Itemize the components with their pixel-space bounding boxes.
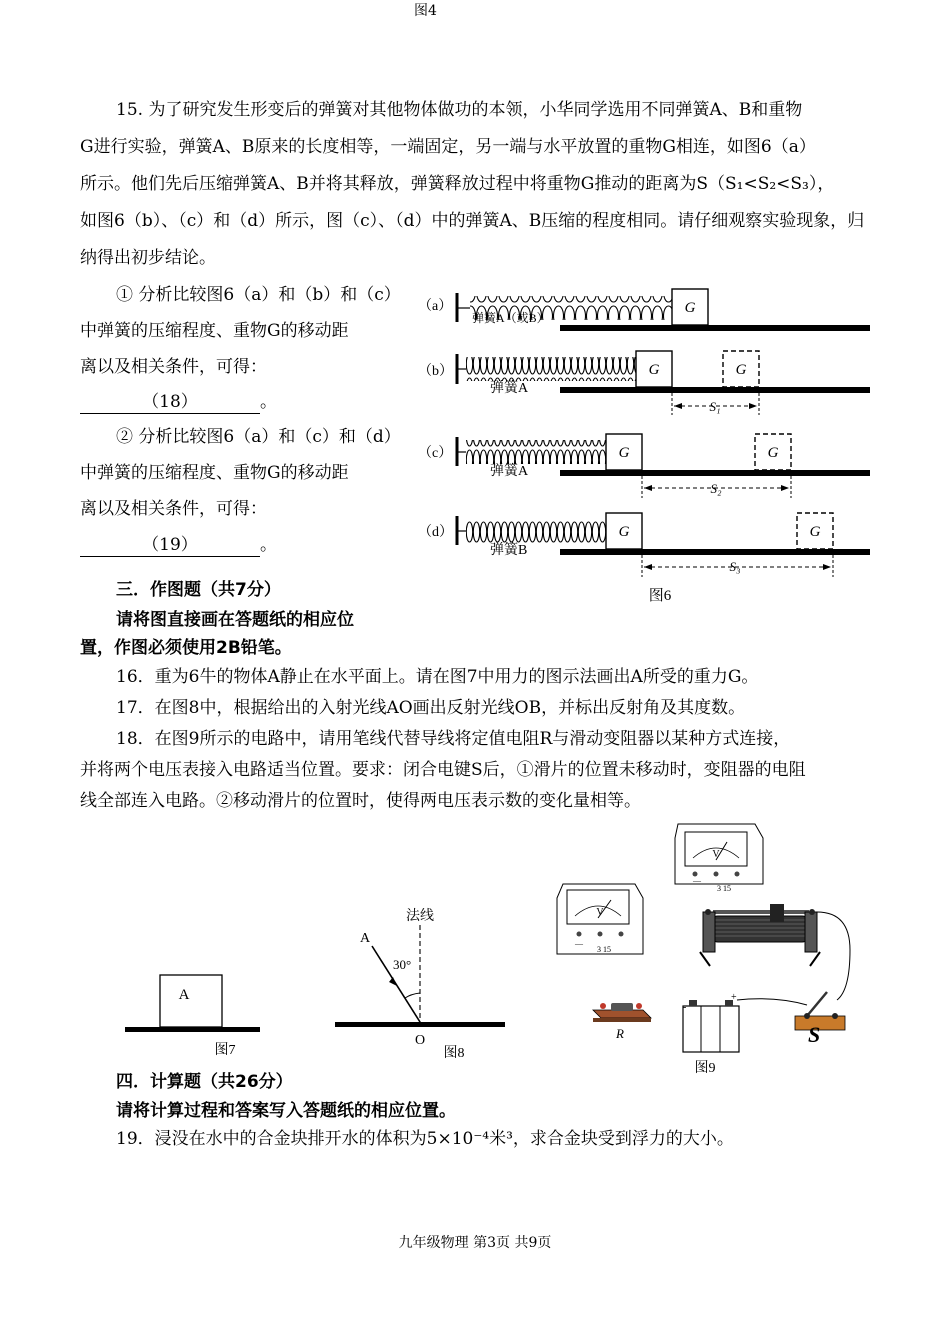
fig8-mirror <box>335 1022 505 1027</box>
q15-line-1: 15. 为了研究发生形变后的弹簧对其他物体做功的本领，小华同学选用不同弹簧A、B和重物 <box>116 100 803 120</box>
switch-s[interactable] <box>795 992 845 1047</box>
fig8-angle-arc <box>405 993 420 998</box>
fig6-tag-b: （b） <box>418 364 453 379</box>
q15-part2-line-1: ② 分析比较图6（a）和（c）和（d） <box>116 427 401 447</box>
voltmeter-1-scale: 3 15 <box>597 945 611 954</box>
section4-title: 四．计算题（共26分） <box>116 1072 293 1092</box>
q15-part1-line-3: 离以及相关条件，可得： <box>80 357 267 377</box>
blank-period: 。 <box>260 392 277 412</box>
q15-part1-line-2: 中弹簧的压缩程度、重物G的移动距 <box>80 321 349 341</box>
voltmeter-2-letter: V <box>712 849 720 860</box>
fig6-spring-c <box>466 440 606 464</box>
fig6-spring-d-label: 弹簧B <box>490 543 528 558</box>
q18-line-1: 18．在图9所示的电路中，请用笔线代替导线将定值电阻R与滑动变阻器以某种方式连接， <box>116 729 791 749</box>
fig6-spring-b <box>466 357 636 381</box>
resistor-label: R <box>616 1026 624 1041</box>
fig6-row-b <box>418 351 870 415</box>
sliding-rheostat <box>700 904 820 966</box>
fig6-block-a-label: G <box>684 300 696 316</box>
fig6-block-c-moved-label: G <box>767 445 779 461</box>
fig7-block-a <box>160 975 222 1027</box>
voltmeter-1-letter: V <box>596 907 604 918</box>
fig8-point-a: A <box>360 931 371 946</box>
q15-line-2: G进行实验，弹簧A、B原来的长度相等，一端固定，另一端与水平放置的重物G相连，如图6（a） <box>80 137 816 157</box>
fig6-block-b-label: G <box>648 362 660 378</box>
rheostat-rail <box>713 910 809 914</box>
section3-instruction-1: 请将图直接画在答题纸的相应位 <box>116 610 354 630</box>
section4-instruction: 请将计算过程和答案写入答题纸的相应位置。 <box>116 1101 456 1121</box>
page-footer: 九年级物理 第3页 共9页 <box>398 1235 552 1251</box>
q15-part1-line-1: ① 分析比较图6（a）和（b）和（c） <box>116 285 401 305</box>
battery-pack <box>683 992 739 1052</box>
fig6-distance-s3: S₃ <box>729 559 741 574</box>
fig6-tag-d: （d） <box>418 525 453 540</box>
fig7-ground <box>125 1027 260 1032</box>
fig6-caption: 图6 <box>648 588 672 604</box>
fig8-caption: 图8 <box>443 1046 465 1061</box>
fig6-block-d-label: G <box>618 524 630 540</box>
figure-6-springs <box>410 280 880 610</box>
fig6-distance-s1: S₁ <box>709 399 721 414</box>
wire-battery-switch <box>737 999 807 1005</box>
fig9-caption: 图9 <box>694 1061 716 1076</box>
figure-9-circuit <box>545 820 880 1080</box>
fig6-ground-c <box>560 470 870 476</box>
voltmeter-2-scale: 3 15 <box>717 884 731 893</box>
blank-period: 。 <box>260 535 277 555</box>
rheostat-slider[interactable] <box>770 904 784 922</box>
q18-line-2: 并将两个电压表接入电路适当位置。要求：闭合电键S后，①滑片的位置未移动时，变阻器的电阻 <box>80 760 806 780</box>
voltmeter-1 <box>557 884 643 954</box>
battery-minus: - <box>683 1002 687 1013</box>
q16-text: 16．重为6牛的物体A静止在水平面上。请在图7中用力的图示法画出A所受的重力G。 <box>116 667 759 687</box>
q15-line-4: 如图6（b）、（c）和（d）所示，图（c）、（d）中的弹簧A、B压缩的程度相同。请仔细观察实验现象，归 <box>80 211 865 231</box>
fig6-spring-a-label: 弹簧A（或B） <box>472 311 549 325</box>
figure-4-caption: 图4 <box>414 3 437 19</box>
fig8-angle-label: 30° <box>393 957 412 972</box>
fig6-spring-b-label: 弹簧A <box>490 381 529 396</box>
q15-part2-line-3: 离以及相关条件，可得： <box>80 499 267 519</box>
fig6-tag-c: （c） <box>418 446 453 461</box>
q15-answer-18 <box>80 391 277 414</box>
section3-title: 三．作图题（共7分） <box>116 580 281 600</box>
fig6-ground-d <box>560 549 870 555</box>
section3-instruction-2: 置，作图必须使用2B铅笔。 <box>80 638 292 658</box>
battery-plus: + <box>731 992 737 1003</box>
fig8-point-o: O <box>414 1033 426 1048</box>
q19-text: 19．浸没在水中的合金块排开水的体积为5×10⁻⁴米³，求合金块受到浮力的大小。 <box>116 1129 734 1149</box>
fig6-ground-a <box>560 325 870 331</box>
fig6-distance-s2: S₂ <box>710 481 722 496</box>
figure-7-block <box>120 965 265 1065</box>
voltmeter-2-minus: — <box>693 876 701 885</box>
q15-line-3: 所示。他们先后压缩弹簧A、B并将其释放，弹簧释放过程中将重物G推动的距离为S（S₁<S₂<S₃）， <box>80 174 835 194</box>
voltmeter-1-minus: — <box>575 939 583 948</box>
fig6-row-a <box>418 289 870 331</box>
fig7-caption: 图7 <box>214 1043 236 1058</box>
q18-line-3: 线全部连入电路。②移动滑片的位置时，使得两电压表示数的变化量相等。 <box>80 791 641 811</box>
fig7-block-label: A <box>178 987 190 1003</box>
q15-answer-19 <box>80 534 277 557</box>
fig6-block-b-moved-label: G <box>735 362 747 378</box>
fig6-spring-d <box>466 519 606 543</box>
fig6-tag-a: （a） <box>418 299 453 314</box>
fig6-block-d-moved-label: G <box>809 524 821 540</box>
fig8-ray-arrow <box>389 977 397 986</box>
answer-blank-18: （18） <box>80 391 260 414</box>
resistor-r <box>593 1003 651 1041</box>
q17-text: 17．在图8中，根据给出的入射光线AO画出反射光线OB，并标出反射角及其度数。 <box>116 698 746 718</box>
wire-rheostat-switch <box>817 912 850 1000</box>
fig6-block-c-label: G <box>618 445 630 461</box>
fig6-ground-b <box>560 387 870 393</box>
switch-label: S <box>808 1022 821 1047</box>
q15-part2-line-2: 中弹簧的压缩程度、重物G的移动距 <box>80 463 349 483</box>
fig6-spring-c-label: 弹簧A <box>490 464 529 479</box>
q15-line-5: 纳得出初步结论。 <box>80 248 216 268</box>
fig6-row-d <box>418 513 870 577</box>
figure-8-reflection <box>330 902 510 1067</box>
fig8-normal-label: 法线 <box>406 909 434 924</box>
answer-blank-19: （19） <box>80 534 260 557</box>
fig6-row-c <box>418 434 870 498</box>
voltmeter-2 <box>675 824 763 893</box>
